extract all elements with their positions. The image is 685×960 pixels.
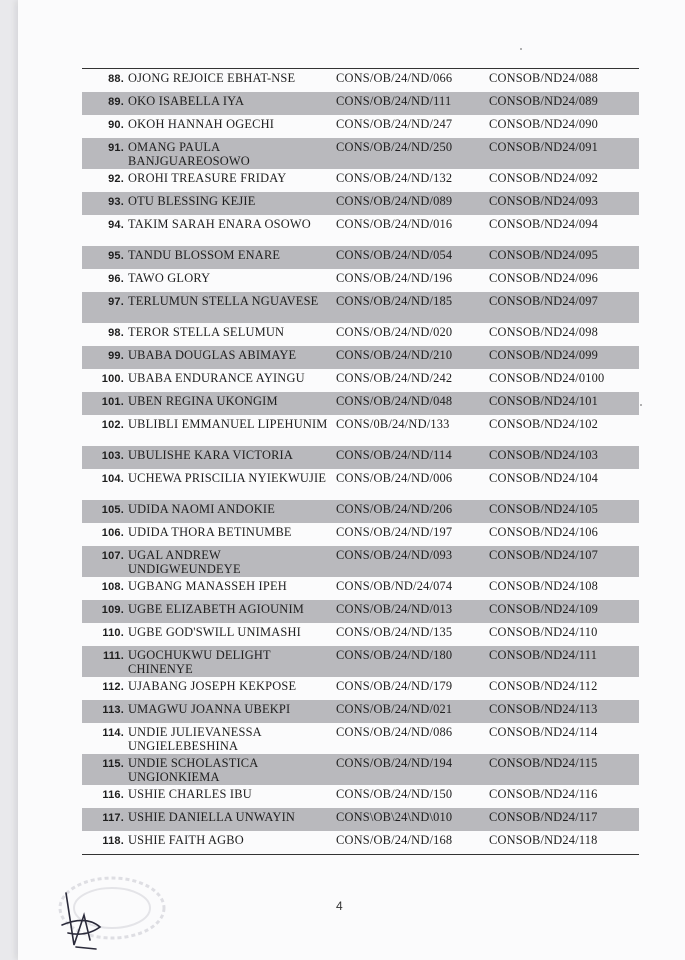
index-number: CONSOB/ND24/106: [489, 525, 599, 539]
serial-number: 117.: [102, 812, 124, 824]
registration-number: CONS/OB/24/ND/048: [336, 394, 453, 408]
serial-number: 115.: [102, 758, 124, 770]
table-row: [82, 446, 639, 469]
registration-number: CONS/OB/24/ND/247: [336, 117, 453, 131]
index-number: CONSOB/ND24/116: [489, 787, 598, 801]
registration-number: CONS/OB/24/ND/066: [336, 71, 453, 85]
paper-speck: [640, 404, 642, 406]
serial-number: 96.: [108, 273, 124, 285]
table-row: [82, 754, 639, 785]
serial-number: 105.: [101, 504, 124, 516]
registration-number: CONS/OB/24/ND/006: [336, 471, 453, 485]
serial-number: 95.: [108, 250, 124, 262]
serial-number: 92.: [108, 173, 124, 185]
serial-number: 103.: [101, 450, 124, 462]
table-row: [82, 546, 639, 577]
index-number: CONSOB/ND24/090: [489, 117, 599, 131]
student-name: UNDIE JULIEVANESSA UNGIELEBESHINA: [128, 725, 262, 753]
student-name: TEROR STELLA SELUMUN: [128, 325, 285, 339]
index-number: CONSOB/ND24/097: [489, 294, 599, 308]
registration-number: CONS/OB/24/ND/013: [336, 602, 453, 616]
serial-number: 100.: [101, 373, 124, 385]
registration-number: CONS/0B/24/ND/133: [336, 417, 450, 431]
index-number: CONSOB/ND24/109: [489, 602, 599, 616]
index-number: CONSOB/ND24/112: [489, 679, 598, 693]
student-name: TERLUMUN STELLA NGUAVESE: [128, 294, 319, 308]
index-number: CONSOB/ND24/0100: [489, 371, 605, 385]
table-row: [82, 523, 639, 546]
table-row: [82, 677, 639, 700]
serial-number: 114.: [102, 727, 124, 739]
student-name: UDIDA NAOMI ANDOKIE: [128, 502, 275, 516]
serial-number: 111.: [103, 650, 124, 662]
serial-number: 112.: [102, 681, 124, 693]
registration-number: CONS/OB/24/ND/054: [336, 248, 453, 262]
table-row: [82, 369, 639, 392]
index-number: CONSOB/ND24/094: [489, 217, 599, 231]
serial-number: 88.: [108, 73, 124, 85]
table-row: [82, 808, 639, 831]
student-name: TAWO GLORY: [128, 271, 211, 285]
paper-speck: [520, 48, 522, 50]
registration-number: CONS/OB/24/ND/242: [336, 371, 453, 385]
table-row: [82, 169, 639, 192]
table-row: [82, 69, 639, 92]
registration-number: CONS/OB/24/ND/250: [336, 140, 453, 154]
registration-number: CONS/OB/24/ND/179: [336, 679, 453, 693]
table-row: [82, 623, 639, 646]
table-row: [82, 785, 639, 808]
registration-number: CONS/OB/24/ND/194: [336, 756, 453, 770]
student-name: UNDIE SCHOLASTICA UNGIONKIEMA: [128, 756, 258, 784]
table-row: [82, 600, 639, 623]
registration-number: CONS/OB/24/ND/185: [336, 294, 453, 308]
student-name: UBULISHE KARA VICTORIA: [128, 448, 294, 462]
table-row: [82, 392, 639, 415]
student-name: OMANG PAULA BANJGUAREOSOWO: [128, 140, 250, 168]
index-number: CONSOB/ND24/095: [489, 248, 599, 262]
table-row: [82, 346, 639, 369]
registration-number: CONS/OB/24/ND/180: [336, 648, 453, 662]
registration-number: CONS/OB/24/ND/111: [336, 94, 452, 108]
registration-number: CONS/OB/24/ND/197: [336, 525, 453, 539]
table-row: [82, 577, 639, 600]
index-number: CONSOB/ND24/099: [489, 348, 599, 362]
student-name: OKO ISABELLA IYA: [128, 94, 245, 108]
registration-number: CONS/OB/ND/24/074: [336, 579, 453, 593]
index-number: CONSOB/ND24/113: [489, 702, 598, 716]
student-name: OKOH HANNAH OGECHI: [128, 117, 275, 131]
index-number: CONSOB/ND24/108: [489, 579, 599, 593]
index-number: CONSOB/ND24/098: [489, 325, 599, 339]
table-row: [82, 246, 639, 269]
table-row: [82, 192, 639, 215]
serial-number: 89.: [108, 96, 124, 108]
serial-number: 104.: [101, 473, 124, 485]
table-row: [82, 138, 639, 169]
table-row: [82, 700, 639, 723]
registration-number: CONS\OB\24\ND\010: [336, 810, 453, 824]
serial-number: 90.: [108, 119, 124, 131]
index-number: CONSOB/ND24/110: [489, 625, 598, 639]
registration-number: CONS/OB/24/ND/206: [336, 502, 453, 516]
registration-number: CONS/OB/24/ND/132: [336, 171, 453, 185]
serial-number: 99.: [108, 350, 124, 362]
student-name: UGBE GOD'SWILL UNIMASHI: [128, 625, 301, 639]
table-row: [82, 723, 639, 754]
student-name: UBEN REGINA UKONGIM: [128, 394, 278, 408]
table-row: [82, 115, 639, 138]
serial-number: 101.: [101, 396, 124, 408]
registration-number: CONS/OB/24/ND/135: [336, 625, 453, 639]
table-row: [82, 92, 639, 115]
table-row: [82, 415, 639, 446]
student-name: USHIE CHARLES IBU: [128, 787, 252, 801]
index-number: CONSOB/ND24/105: [489, 502, 599, 516]
serial-number: 97.: [108, 296, 124, 308]
student-name: UGBE ELIZABETH AGIOUNIM: [128, 602, 304, 616]
index-number: CONSOB/ND24/115: [489, 756, 598, 770]
index-number: CONSOB/ND24/091: [489, 140, 599, 154]
serial-number: 113.: [102, 704, 124, 716]
registration-number: CONS/OB/24/ND/021: [336, 702, 453, 716]
student-list-table: [82, 68, 639, 855]
student-name: UMAGWU JOANNA UBEKPI: [128, 702, 291, 716]
registration-number: CONS/OB/24/ND/210: [336, 348, 453, 362]
index-number: CONSOB/ND24/092: [489, 171, 599, 185]
serial-number: 93.: [108, 196, 124, 208]
serial-number: 109.: [101, 604, 124, 616]
serial-number: 116.: [102, 789, 124, 801]
registration-number: CONS/OB/24/ND/196: [336, 271, 453, 285]
student-name: OJONG REJOICE EBHAT-NSE: [128, 71, 296, 85]
index-number: CONSOB/ND24/089: [489, 94, 599, 108]
index-number: CONSOB/ND24/093: [489, 194, 599, 208]
serial-number: 94.: [108, 219, 124, 231]
table-row: [82, 269, 639, 292]
registration-number: CONS/OB/24/ND/114: [336, 448, 452, 462]
table-row: [82, 831, 639, 854]
serial-number: 102.: [101, 419, 124, 431]
registration-number: CONS/OB/24/ND/168: [336, 833, 453, 847]
student-name: UGOCHUKWU DELIGHT CHINENYE: [128, 648, 271, 676]
registration-number: CONS/OB/24/ND/020: [336, 325, 453, 339]
student-name: USHIE FAITH AGBO: [128, 833, 244, 847]
serial-number: 107.: [101, 550, 124, 562]
student-name: UBABA ENDURANCE AYINGU: [128, 371, 305, 385]
index-number: CONSOB/ND24/117: [489, 810, 598, 824]
table-row: [82, 323, 639, 346]
student-name: UBLIBLI EMMANUEL LIPEHUNIM: [128, 417, 328, 431]
index-number: CONSOB/ND24/088: [489, 71, 599, 85]
index-number: CONSOB/ND24/101: [489, 394, 599, 408]
student-name: UBABA DOUGLAS ABIMAYE: [128, 348, 297, 362]
student-name: UJABANG JOSEPH KEKPOSE: [128, 679, 297, 693]
serial-number: 118.: [102, 835, 124, 847]
serial-number: 110.: [102, 627, 124, 639]
registration-number: CONS/OB/24/ND/093: [336, 548, 453, 562]
student-name: UCHEWA PRISCILIA NYIEKWUJIE: [128, 471, 327, 485]
index-number: CONSOB/ND24/111: [489, 648, 598, 662]
student-name: OTU BLESSING KEJIE: [128, 194, 256, 208]
index-number: CONSOB/ND24/104: [489, 471, 599, 485]
serial-number: 98.: [108, 327, 124, 339]
registration-number: CONS/OB/24/ND/150: [336, 787, 453, 801]
table-row: [82, 215, 639, 246]
student-name: UGBANG MANASSEH IPEH: [128, 579, 287, 593]
index-number: CONSOB/ND24/102: [489, 417, 599, 431]
registration-number: CONS/OB/24/ND/089: [336, 194, 453, 208]
student-name: USHIE DANIELLA UNWAYIN: [128, 810, 296, 824]
student-name: TANDU BLOSSOM ENARE: [128, 248, 281, 262]
table-row: [82, 469, 639, 500]
index-number: CONSOB/ND24/118: [489, 833, 598, 847]
table-row: [82, 500, 639, 523]
student-name: TAKIM SARAH ENARA OSOWO: [128, 217, 311, 231]
index-number: CONSOB/ND24/114: [489, 725, 598, 739]
page-number: 4: [336, 899, 343, 913]
serial-number: 106.: [101, 527, 124, 539]
student-name: UDIDA THORA BETINUMBE: [128, 525, 292, 539]
index-number: CONSOB/ND24/103: [489, 448, 599, 462]
index-number: CONSOB/ND24/096: [489, 271, 599, 285]
serial-number: 91.: [108, 142, 124, 154]
index-number: CONSOB/ND24/107: [489, 548, 599, 562]
student-name: OROHI TREASURE FRIDAY: [128, 171, 287, 185]
registration-number: CONS/OB/24/ND/086: [336, 725, 453, 739]
registration-number: CONS/OB/24/ND/016: [336, 217, 453, 231]
student-name: UGAL ANDREW UNDIGWEUNDEYE: [128, 548, 241, 576]
table-row: [82, 292, 639, 323]
table-row: [82, 646, 639, 677]
signature: [56, 885, 110, 955]
serial-number: 108.: [101, 581, 124, 593]
